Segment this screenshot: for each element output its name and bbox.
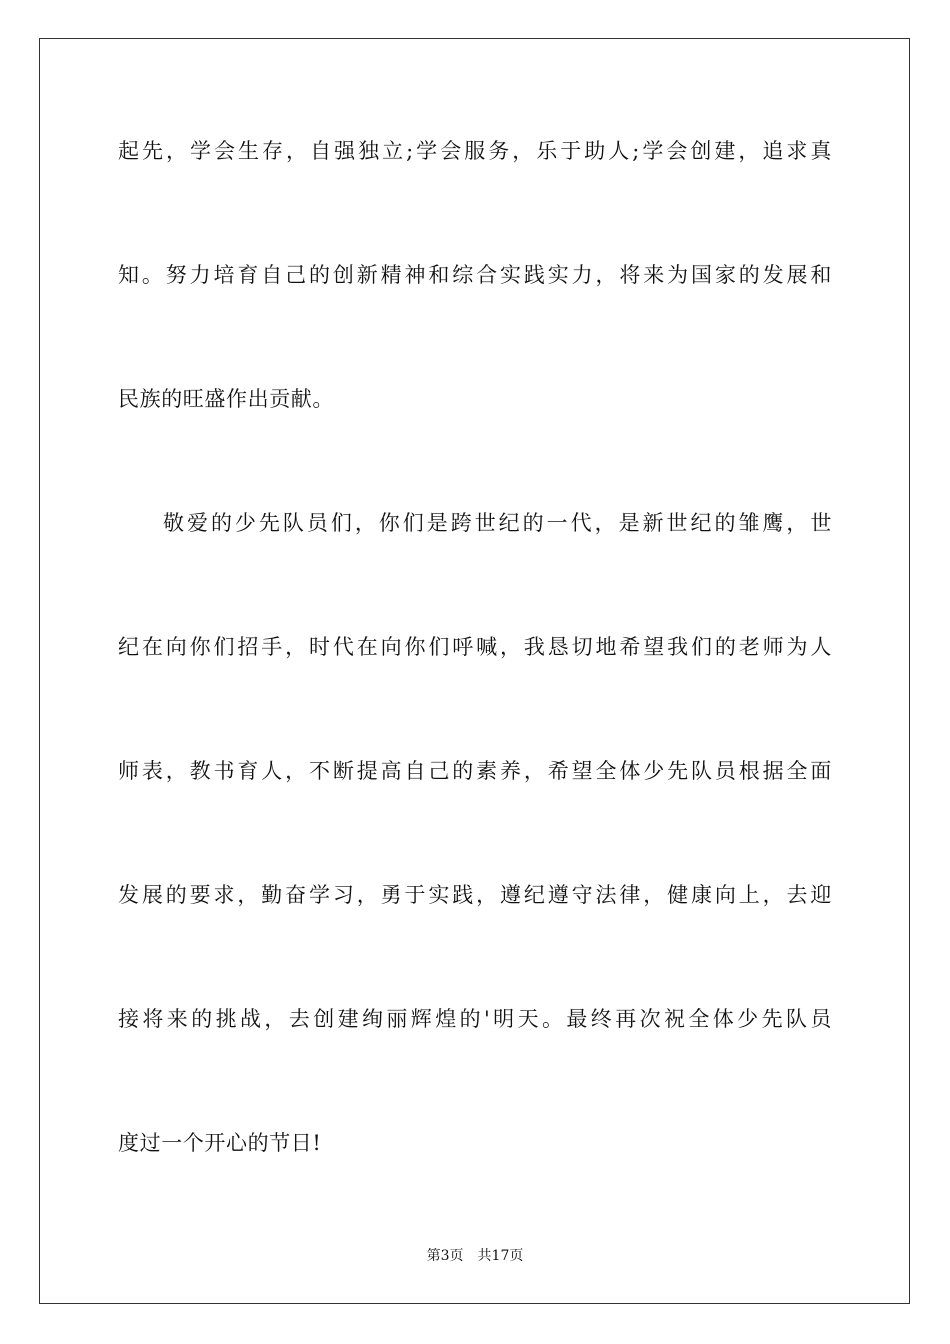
paragraph-line: 纪在向你们招手，时代在向你们呼喊，我恳切地希望我们的老师为人 <box>118 635 832 659</box>
paragraph-line: 发展的要求，勤奋学习，勇于实践，遵纪遵守法律，健康向上，去迎 <box>118 883 832 907</box>
paragraph-line: 师表，教书育人，不断提高自己的素养，希望全体少先队员根据全面 <box>118 759 832 783</box>
page-total: 共17页 <box>477 1248 524 1264</box>
paragraph-line: 知。努力培育自己的创新精神和综合实践实力，将来为国家的发展和 <box>118 263 832 287</box>
page-footer <box>0 1247 950 1265</box>
page-number: 第3页 <box>426 1248 464 1264</box>
page-border <box>39 38 910 1304</box>
paragraph-line: 民族的旺盛作出贡献。 <box>118 387 334 411</box>
paragraph-line: 起先，学会生存，自强独立;学会服务，乐于助人;学会创建，追求真 <box>118 139 832 163</box>
paragraph-line: 接将来的挑战，去创建绚丽辉煌的'明天。最终再次祝全体少先队员 <box>118 1007 832 1031</box>
paragraph-line: 敬爱的少先队员们，你们是跨世纪的一代，是新世纪的雏鹰，世 <box>163 511 832 535</box>
paragraph-line: 度过一个开心的节日! <box>118 1131 322 1155</box>
